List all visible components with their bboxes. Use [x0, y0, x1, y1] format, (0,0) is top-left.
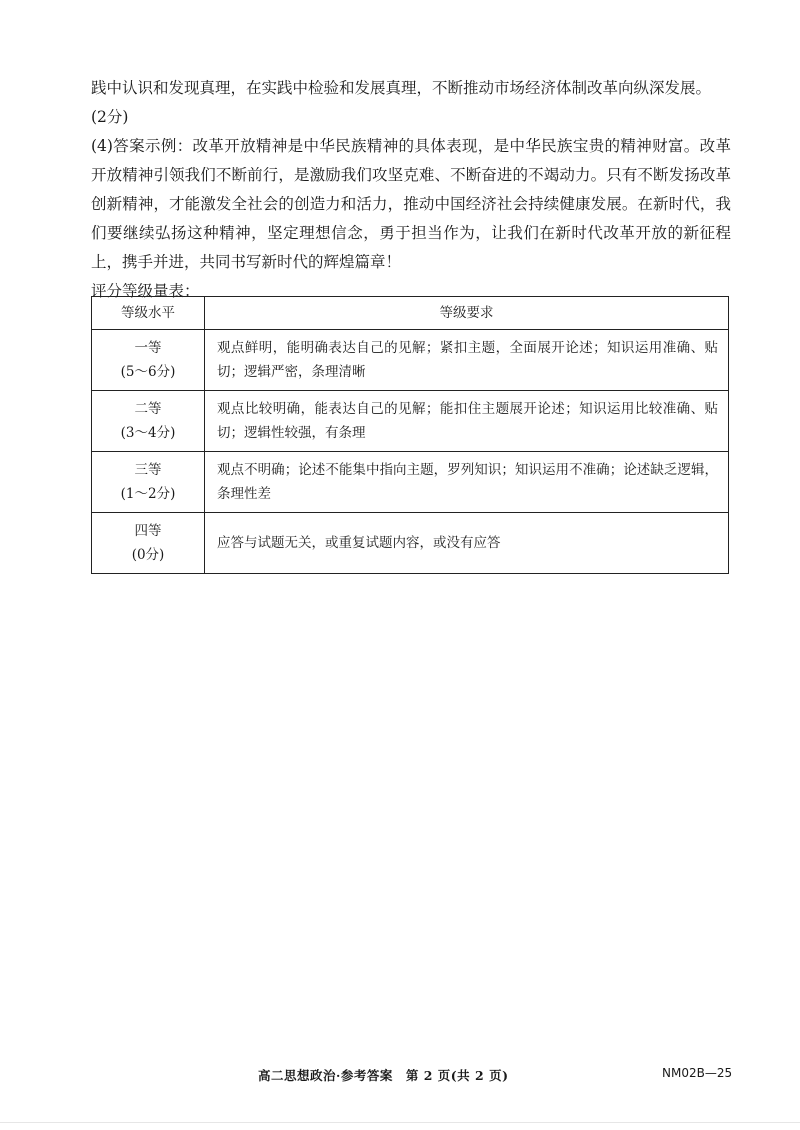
level-score: (5～6分) [120, 364, 176, 380]
table-row [92, 330, 729, 391]
footer-page-info: 高二思想政治·参考答案 第 2 页(共 2 页) [258, 1068, 509, 1083]
table-row [92, 391, 729, 452]
level-score: (1～2分) [120, 486, 176, 502]
paragraph-score: (2分) [91, 108, 129, 126]
scan-edge-divider [0, 1122, 800, 1123]
header-requirement: 等级要求 [205, 297, 729, 330]
sample-answer-paragraph: (4)答案示例：改革开放精神是中华民族精神的具体表现，是中华民族宝贵的精神财富。改革开放精神引领我们不断前行，是激励我们攻坚克难、不断奋进的不竭动力。只有不断发扬改革创新精神，才能激发全社会的创造力和活力，推动中国经济社会持续健康发展。在新时代，我们要继续弘扬这种精神，坚定理想信念，勇于担当作为，让我们在新时代改革开放的新征程上，携手并进，共同书写新时代的辉煌篇章！ [91, 137, 731, 271]
level-score: (0分) [131, 547, 165, 563]
grading-scale-label: 评分等级量表： [91, 282, 200, 300]
level-cell [92, 452, 205, 513]
requirement-cell: 观点不明确；论述不能集中指向主题，罗列知识；知识运用不准确；论述缺乏逻辑，条理性差 [205, 452, 729, 513]
footer-document-code: NM02B—25 [662, 1066, 733, 1080]
header-level: 等级水平 [92, 297, 205, 330]
level-score: (3～4分) [120, 425, 176, 441]
table-row [92, 452, 729, 513]
requirement-cell: 应答与试题无关，或重复试题内容，或没有应答 [205, 513, 729, 574]
level-cell [92, 391, 205, 452]
requirement-cell: 观点鲜明，能明确表达自己的见解；紧扣主题，全面展开论述；知识运用准确、贴切；逻辑严密，条理清晰 [205, 330, 729, 391]
level-name: 一等 [134, 340, 162, 356]
paragraph-continuation: 践中认识和发现真理，在实践中检验和发展真理，不断推动市场经济体制改革向纵深发展。 [91, 79, 712, 97]
grading-rubric-table [91, 296, 729, 574]
requirement-cell: 观点比较明确，能表达自己的见解；能扣住主题展开论述；知识运用比较准确、贴切；逻辑性较强，有条理 [205, 391, 729, 452]
level-cell [92, 513, 205, 574]
answer-body [91, 74, 731, 306]
table-header-row [92, 297, 729, 330]
level-name: 四等 [134, 523, 162, 539]
level-cell [92, 330, 205, 391]
level-name: 三等 [134, 462, 162, 478]
level-name: 二等 [134, 401, 162, 417]
table-row [92, 513, 729, 574]
